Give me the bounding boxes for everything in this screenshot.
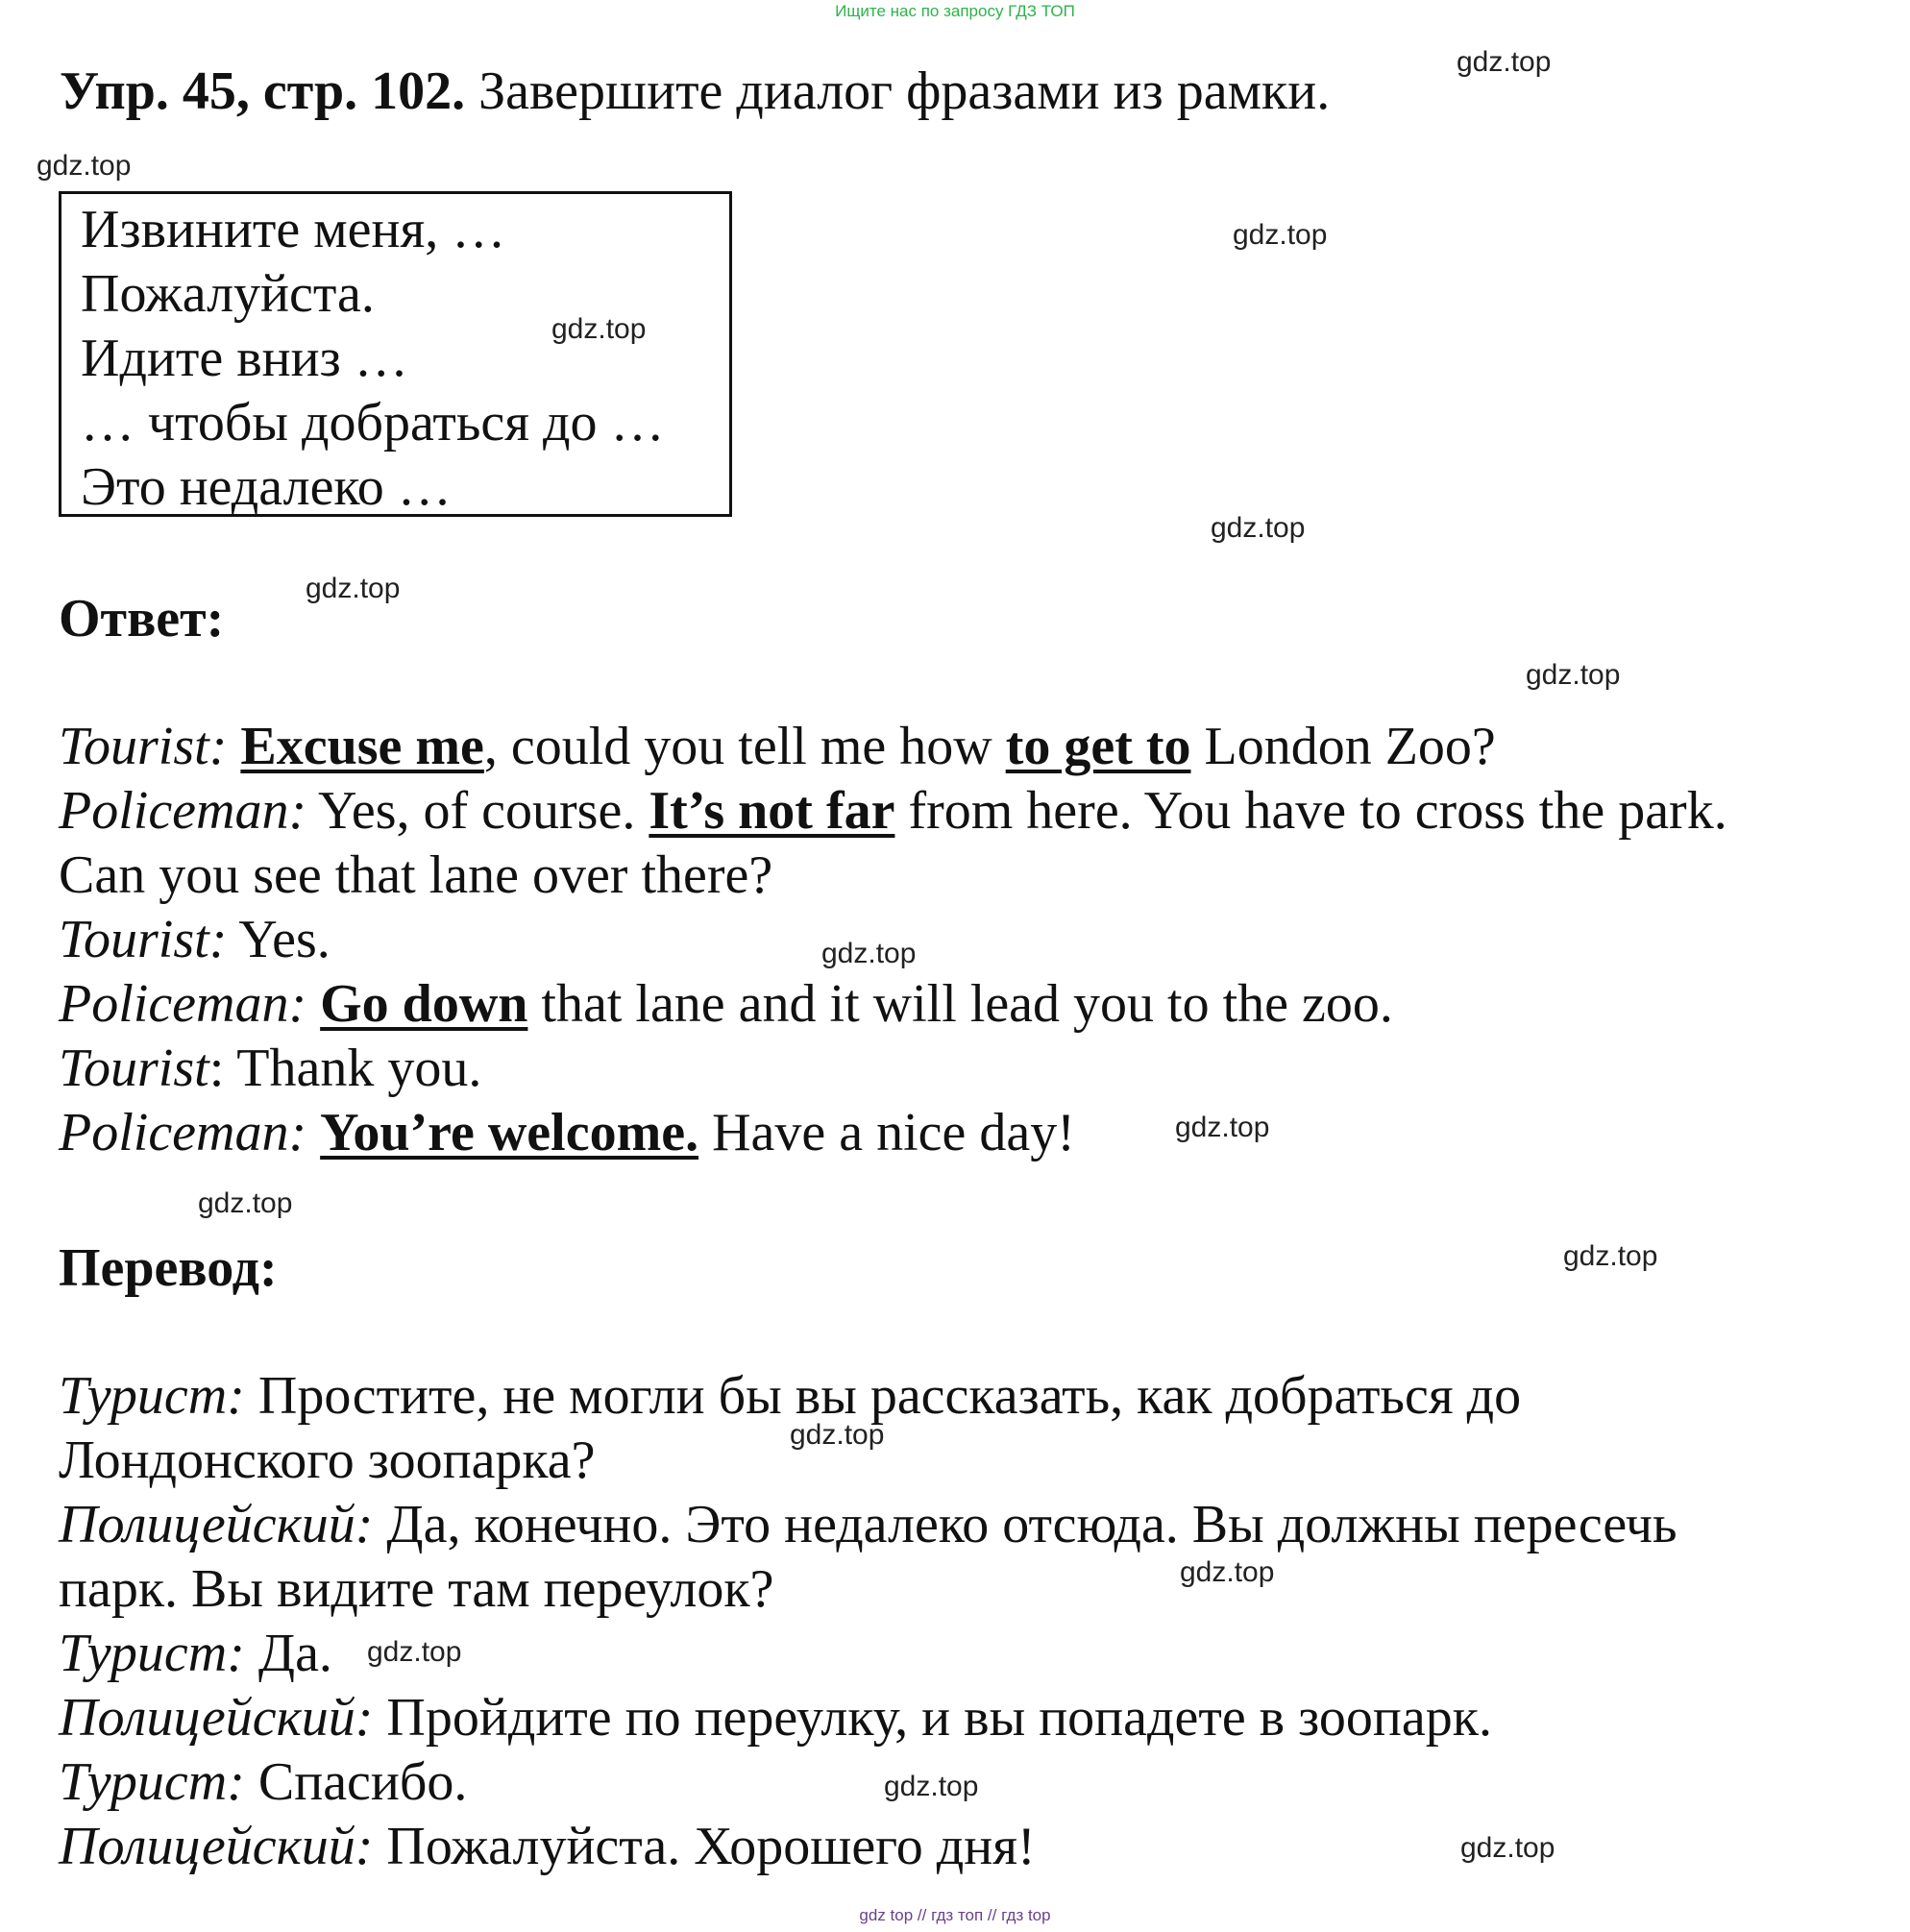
dialog-text: : Thank you. [208, 1039, 482, 1098]
watermark: gdz.top [1526, 659, 1621, 691]
watermark: gdz.top [37, 150, 132, 182]
english-dialog [59, 715, 1865, 1165]
watermark: gdz.top [367, 1636, 462, 1668]
translation-heading: Перевод: [59, 1238, 278, 1298]
dialog-line [59, 972, 1865, 1037]
exercise-number: Упр. 45, стр. 102. [60, 61, 466, 121]
dialog-text: Yes, of course. [306, 781, 649, 841]
speaker-label: Полицейский: [59, 1495, 374, 1554]
answer-phrase: It’s not far [649, 781, 895, 841]
watermark: gdz.top [1211, 512, 1306, 544]
dialog-line [59, 908, 1865, 972]
answer-phrase: to get to [1005, 717, 1191, 776]
dialog-text: Can you see that lane over there? [59, 845, 773, 905]
watermark: gdz.top [306, 573, 401, 604]
dialog-line [59, 1429, 1865, 1493]
dialog-text: Have a nice day! [698, 1103, 1075, 1162]
dialog-text [227, 717, 240, 776]
phrase-item: … чтобы добраться до … [81, 393, 665, 452]
dialog-text: Лондонского зоопарка? [59, 1431, 596, 1490]
answer-phrase: Excuse me [240, 717, 484, 776]
watermark: gdz.top [790, 1419, 885, 1451]
footer-links: gdz top // гдз топ // гдз top [859, 1906, 1051, 1924]
speaker-label: Полицейский: [59, 1817, 374, 1876]
top-banner: Ищите нас по запросу ГДЗ ТОП [835, 2, 1075, 20]
speaker-label: Policeman: [59, 974, 307, 1034]
speaker-label: Tourist [59, 1039, 209, 1098]
watermark: gdz.top [821, 938, 917, 969]
phrase-item: Это недалеко … [81, 457, 452, 517]
dialog-text: Спасибо. [244, 1752, 468, 1812]
dialog-line [59, 1364, 1865, 1429]
dialog-text: from here. You have to cross the park. [894, 781, 1727, 841]
watermark: gdz.top [551, 313, 647, 345]
speaker-label: Турист: [59, 1624, 245, 1683]
dialog-text: Простите, не могли бы вы рассказать, как добраться до [244, 1366, 1522, 1426]
dialog-text: парк. Вы видите там переулок? [59, 1559, 774, 1619]
dialog-line [59, 1815, 1865, 1879]
dialog-text [306, 974, 320, 1034]
dialog-line [59, 1557, 1865, 1622]
speaker-label: Tourist: [59, 717, 228, 776]
dialog-text: Да. [244, 1624, 332, 1683]
speaker-label: Policeman: [59, 1103, 307, 1162]
dialog-line [59, 1686, 1865, 1750]
speaker-label: Tourist: [59, 910, 228, 969]
phrase-item: Извините меня, … [81, 200, 506, 259]
speaker-label: Турист: [59, 1366, 245, 1426]
dialog-line [59, 1493, 1865, 1557]
dialog-text: Да, конечно. Это недалеко отсюда. Вы должны пересечь [373, 1495, 1677, 1554]
dialog-text: Yes. [227, 910, 331, 969]
watermark: gdz.top [1233, 219, 1328, 251]
dialog-text: London Zoo? [1190, 717, 1496, 776]
answer-phrase: You’re welcome. [320, 1103, 699, 1162]
dialog-text: that lane and it will lead you to the zoo. [527, 974, 1393, 1034]
exercise-instruction: Завершите диалог фразами из рамки. [465, 61, 1331, 121]
dialog-line [59, 844, 1865, 908]
dialog-line [59, 1622, 1865, 1686]
dialog-line [59, 1037, 1865, 1101]
watermark: gdz.top [884, 1771, 979, 1802]
phrase-box [59, 191, 732, 517]
watermark: gdz.top [1563, 1240, 1658, 1272]
watermark: gdz.top [198, 1187, 293, 1219]
answer-phrase: Go down [320, 974, 528, 1034]
speaker-label: Policeman: [59, 781, 307, 841]
speaker-label: Турист: [59, 1752, 245, 1812]
dialog-line [59, 1101, 1865, 1165]
dialog-line [59, 715, 1865, 779]
watermark: gdz.top [1180, 1556, 1275, 1588]
dialog-text: , could you tell me how [483, 717, 1006, 776]
speaker-label: Полицейский: [59, 1688, 374, 1748]
phrase-item: Пожалуйста. [81, 264, 375, 324]
dialog-line [59, 779, 1865, 844]
phrase-item: Идите вниз … [81, 329, 408, 388]
answer-heading: Ответ: [59, 589, 225, 648]
dialog-text: Пожалуйста. Хорошего дня! [373, 1817, 1036, 1876]
watermark: gdz.top [1175, 1112, 1270, 1143]
watermark: gdz.top [1460, 1832, 1555, 1864]
dialog-text: Пройдите по переулку, и вы попадете в зоопарк. [373, 1688, 1492, 1748]
dialog-text [306, 1103, 320, 1162]
watermark: gdz.top [1457, 46, 1552, 78]
exercise-title [60, 60, 1330, 124]
